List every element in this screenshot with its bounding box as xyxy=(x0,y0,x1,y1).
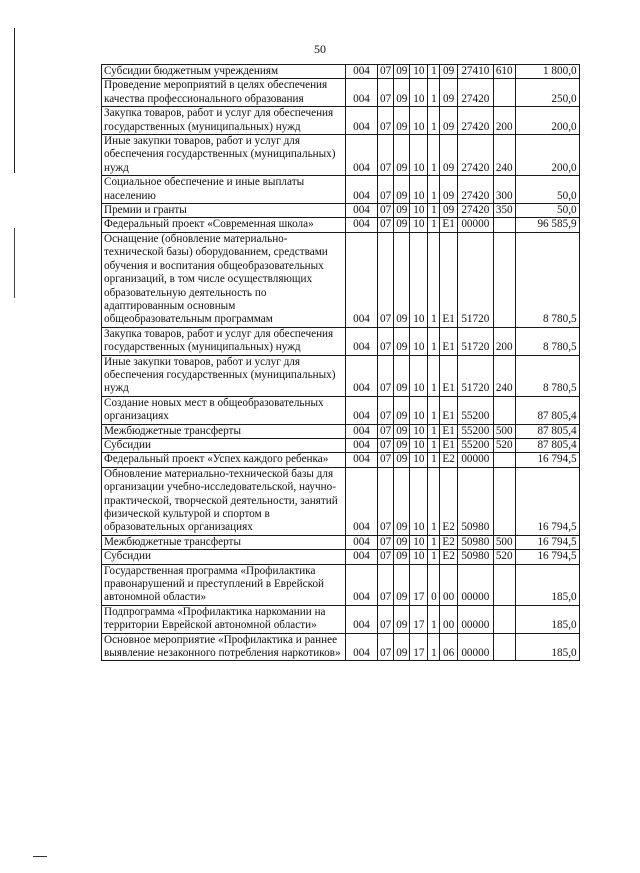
row-csr-direction: 27420 xyxy=(457,204,493,218)
row-csr-subprogram: 1 xyxy=(428,65,440,79)
row-name: Премии и гранты xyxy=(102,204,346,218)
row-rz: 07 xyxy=(378,79,394,107)
row-csr-event: E2 xyxy=(440,535,457,549)
row-csr-subprogram: 1 xyxy=(428,135,440,176)
row-rz: 07 xyxy=(378,232,394,327)
row-rz: 07 xyxy=(378,135,394,176)
row-vr: 240 xyxy=(493,135,515,176)
row-csr-event: E1 xyxy=(440,355,457,396)
row-ved: 004 xyxy=(346,218,378,232)
row-vr: 240 xyxy=(493,355,515,396)
row-pr: 09 xyxy=(394,438,410,452)
row-vr xyxy=(493,633,515,661)
table-row xyxy=(102,564,580,605)
row-csr-event: E1 xyxy=(440,424,457,438)
row-sum: 87 805,4 xyxy=(515,396,579,424)
row-pr: 09 xyxy=(394,550,410,564)
margin-rule xyxy=(14,28,15,173)
table-row xyxy=(102,535,580,549)
page-number: 50 xyxy=(314,42,326,56)
budget-table xyxy=(101,64,580,661)
row-sum: 16 794,5 xyxy=(515,453,579,467)
row-csr-subprogram: 1 xyxy=(428,438,440,452)
row-name: Иные закупки товаров, работ и услуг для обеспечения государственных (муниципальных) нужд xyxy=(102,355,346,396)
table-row xyxy=(102,424,580,438)
row-rz: 07 xyxy=(378,204,394,218)
row-csr-subprogram: 1 xyxy=(428,176,440,204)
row-csr-event: 09 xyxy=(440,79,457,107)
row-name: Государственная программа «Профилактика правонарушений и преступлений в Еврейской автономной области» xyxy=(102,564,346,605)
row-csr-direction: 27420 xyxy=(457,79,493,107)
row-pr: 09 xyxy=(394,232,410,327)
row-pr: 09 xyxy=(394,218,410,232)
row-ved: 004 xyxy=(346,424,378,438)
row-name: Основное мероприятие «Профилактика и раннее выявление незаконного потребления наркотиков» xyxy=(102,633,346,661)
row-name: Субсидии бюджетным учреждениям xyxy=(102,65,346,79)
row-csr-direction: 55200 xyxy=(457,396,493,424)
row-csr-direction: 00000 xyxy=(457,218,493,232)
row-rz: 07 xyxy=(378,218,394,232)
row-sum: 185,0 xyxy=(515,633,579,661)
row-ved: 004 xyxy=(346,467,378,535)
row-csr-subprogram: 1 xyxy=(428,550,440,564)
row-rz: 07 xyxy=(378,65,394,79)
row-sum: 185,0 xyxy=(515,564,579,605)
row-csr-subprogram: 0 xyxy=(428,564,440,605)
row-sum: 16 794,5 xyxy=(515,535,579,549)
row-csr-event: 09 xyxy=(440,176,457,204)
row-csr-direction: 27420 xyxy=(457,176,493,204)
row-ved: 004 xyxy=(346,535,378,549)
row-vr: 350 xyxy=(493,204,515,218)
row-vr: 300 xyxy=(493,176,515,204)
row-csr-direction: 27420 xyxy=(457,107,493,135)
row-csr-direction: 00000 xyxy=(457,453,493,467)
table-row xyxy=(102,633,580,661)
table-row xyxy=(102,396,580,424)
row-vr: 520 xyxy=(493,550,515,564)
row-ved: 004 xyxy=(346,438,378,452)
row-csr-event: 09 xyxy=(440,135,457,176)
row-csr-program: 10 xyxy=(410,424,428,438)
row-vr: 200 xyxy=(493,327,515,355)
row-sum: 1 800,0 xyxy=(515,65,579,79)
row-ved: 004 xyxy=(346,107,378,135)
row-pr: 09 xyxy=(394,396,410,424)
row-csr-subprogram: 1 xyxy=(428,535,440,549)
row-rz: 07 xyxy=(378,107,394,135)
table-row xyxy=(102,65,580,79)
row-csr-direction: 51720 xyxy=(457,232,493,327)
row-name: Создание новых мест в общеобразовательных организациях xyxy=(102,396,346,424)
row-csr-program: 10 xyxy=(410,107,428,135)
row-ved: 004 xyxy=(346,605,378,633)
row-csr-program: 10 xyxy=(410,327,428,355)
row-csr-subprogram: 1 xyxy=(428,327,440,355)
row-name: Обновление материально-технической базы для организации учебно-исследовательской, научно-практической, творческой деятельности, занятий физической культурой и спортом в образовательных организациях xyxy=(102,467,346,535)
table-row xyxy=(102,438,580,452)
row-rz: 07 xyxy=(378,535,394,549)
row-csr-event: E1 xyxy=(440,438,457,452)
row-rz: 07 xyxy=(378,564,394,605)
row-name: Федеральный проект «Современная школа» xyxy=(102,218,346,232)
row-csr-program: 10 xyxy=(410,135,428,176)
row-csr-subprogram: 1 xyxy=(428,204,440,218)
row-name: Подпрограмма «Профилактика наркомании на территории Еврейской автономной области» xyxy=(102,605,346,633)
row-vr xyxy=(493,453,515,467)
row-csr-subprogram: 1 xyxy=(428,467,440,535)
table-row xyxy=(102,135,580,176)
row-csr-subprogram: 1 xyxy=(428,633,440,661)
row-csr-event: 09 xyxy=(440,65,457,79)
row-name: Межбюджетные трансферты xyxy=(102,424,346,438)
table-row xyxy=(102,232,580,327)
row-csr-subprogram: 1 xyxy=(428,355,440,396)
row-sum: 50,0 xyxy=(515,204,579,218)
row-csr-subprogram: 1 xyxy=(428,424,440,438)
row-csr-subprogram: 1 xyxy=(428,605,440,633)
row-rz: 07 xyxy=(378,453,394,467)
row-sum: 87 805,4 xyxy=(515,424,579,438)
row-vr xyxy=(493,564,515,605)
row-csr-direction: 55200 xyxy=(457,424,493,438)
row-ved: 004 xyxy=(346,79,378,107)
row-pr: 09 xyxy=(394,633,410,661)
row-csr-event: E2 xyxy=(440,453,457,467)
row-ved: 004 xyxy=(346,232,378,327)
row-csr-program: 17 xyxy=(410,633,428,661)
budget-rows xyxy=(102,65,580,661)
row-pr: 09 xyxy=(394,355,410,396)
row-sum: 96 585,9 xyxy=(515,218,579,232)
row-ved: 004 xyxy=(346,355,378,396)
row-pr: 09 xyxy=(394,204,410,218)
row-vr xyxy=(493,79,515,107)
row-csr-program: 10 xyxy=(410,65,428,79)
row-csr-program: 10 xyxy=(410,204,428,218)
row-csr-program: 10 xyxy=(410,218,428,232)
row-vr: 610 xyxy=(493,65,515,79)
table-row xyxy=(102,327,580,355)
row-pr: 09 xyxy=(394,176,410,204)
row-csr-subprogram: 1 xyxy=(428,232,440,327)
row-csr-event: 06 xyxy=(440,633,457,661)
row-csr-subprogram: 1 xyxy=(428,453,440,467)
row-csr-program: 17 xyxy=(410,605,428,633)
row-pr: 09 xyxy=(394,327,410,355)
row-csr-direction: 50980 xyxy=(457,550,493,564)
row-name: Субсидии xyxy=(102,550,346,564)
table-row xyxy=(102,218,580,232)
row-rz: 07 xyxy=(378,355,394,396)
row-pr: 09 xyxy=(394,605,410,633)
row-csr-direction: 51720 xyxy=(457,327,493,355)
row-ved: 004 xyxy=(346,65,378,79)
row-csr-event: E1 xyxy=(440,327,457,355)
row-ved: 004 xyxy=(346,396,378,424)
row-ved: 004 xyxy=(346,327,378,355)
row-csr-program: 10 xyxy=(410,453,428,467)
row-ved: 004 xyxy=(346,453,378,467)
row-csr-program: 10 xyxy=(410,79,428,107)
row-csr-event: 00 xyxy=(440,564,457,605)
table-row xyxy=(102,204,580,218)
row-name: Межбюджетные трансферты xyxy=(102,535,346,549)
row-pr: 09 xyxy=(394,535,410,549)
table-row xyxy=(102,107,580,135)
row-csr-direction: 50980 xyxy=(457,535,493,549)
row-csr-event: 09 xyxy=(440,204,457,218)
row-csr-direction: 00000 xyxy=(457,633,493,661)
row-csr-program: 10 xyxy=(410,535,428,549)
row-rz: 07 xyxy=(378,438,394,452)
row-vr: 500 xyxy=(493,424,515,438)
row-csr-direction: 51720 xyxy=(457,355,493,396)
row-csr-program: 10 xyxy=(410,467,428,535)
row-name: Иные закупки товаров, работ и услуг для обеспечения государственных (муниципальных) нужд xyxy=(102,135,346,176)
row-sum: 8 780,5 xyxy=(515,355,579,396)
row-name: Оснащение (обновление материально-технической базы) оборудованием, средствами обучения и воспитания общеобразовательных организаций, в том числе осуществляющих образовательную деятельность по адаптированным основным общеобразовательным программам xyxy=(102,232,346,327)
row-rz: 07 xyxy=(378,396,394,424)
margin-rule-lower xyxy=(14,228,15,298)
row-sum: 50,0 xyxy=(515,176,579,204)
row-csr-subprogram: 1 xyxy=(428,107,440,135)
row-csr-event: E1 xyxy=(440,218,457,232)
row-vr: 520 xyxy=(493,438,515,452)
row-name: Закупка товаров, работ и услуг для обеспечения государственных (муниципальных) нужд xyxy=(102,327,346,355)
row-sum: 16 794,5 xyxy=(515,550,579,564)
row-csr-program: 10 xyxy=(410,550,428,564)
row-csr-direction: 00000 xyxy=(457,605,493,633)
row-sum: 8 780,5 xyxy=(515,327,579,355)
row-csr-program: 10 xyxy=(410,176,428,204)
row-pr: 09 xyxy=(394,79,410,107)
row-pr: 09 xyxy=(394,65,410,79)
row-rz: 07 xyxy=(378,467,394,535)
row-csr-event: E2 xyxy=(440,467,457,535)
row-csr-subprogram: 1 xyxy=(428,218,440,232)
table-row xyxy=(102,550,580,564)
row-csr-event: E1 xyxy=(440,232,457,327)
row-csr-subprogram: 1 xyxy=(428,79,440,107)
row-pr: 09 xyxy=(394,453,410,467)
footer-mark xyxy=(33,856,47,857)
row-ved: 004 xyxy=(346,135,378,176)
row-csr-program: 10 xyxy=(410,232,428,327)
row-pr: 09 xyxy=(394,107,410,135)
row-csr-direction: 27420 xyxy=(457,135,493,176)
row-name: Субсидии xyxy=(102,438,346,452)
row-sum: 200,0 xyxy=(515,107,579,135)
row-csr-program: 10 xyxy=(410,438,428,452)
row-vr: 500 xyxy=(493,535,515,549)
row-ved: 004 xyxy=(346,176,378,204)
row-sum: 16 794,5 xyxy=(515,467,579,535)
row-vr xyxy=(493,605,515,633)
row-ved: 004 xyxy=(346,550,378,564)
row-name: Федеральный проект «Успех каждого ребенка» xyxy=(102,453,346,467)
row-sum: 250,0 xyxy=(515,79,579,107)
row-csr-program: 10 xyxy=(410,396,428,424)
row-csr-program: 10 xyxy=(410,355,428,396)
table-row xyxy=(102,605,580,633)
table-row xyxy=(102,355,580,396)
row-sum: 87 805,4 xyxy=(515,438,579,452)
table-row xyxy=(102,453,580,467)
row-rz: 07 xyxy=(378,550,394,564)
row-rz: 07 xyxy=(378,605,394,633)
table-row xyxy=(102,176,580,204)
row-vr xyxy=(493,232,515,327)
row-vr xyxy=(493,396,515,424)
row-csr-program: 17 xyxy=(410,564,428,605)
row-vr xyxy=(493,467,515,535)
row-csr-event: E2 xyxy=(440,550,457,564)
row-csr-event: E1 xyxy=(440,396,457,424)
row-name: Социальное обеспечение и иные выплаты населению xyxy=(102,176,346,204)
row-csr-direction: 55200 xyxy=(457,438,493,452)
row-name: Закупка товаров, работ и услуг для обеспечения государственных (муниципальных) нужд xyxy=(102,107,346,135)
row-ved: 004 xyxy=(346,204,378,218)
row-csr-direction: 27410 xyxy=(457,65,493,79)
row-pr: 09 xyxy=(394,467,410,535)
row-rz: 07 xyxy=(378,633,394,661)
row-rz: 07 xyxy=(378,424,394,438)
row-pr: 09 xyxy=(394,564,410,605)
row-rz: 07 xyxy=(378,327,394,355)
row-csr-event: 00 xyxy=(440,605,457,633)
row-vr: 200 xyxy=(493,107,515,135)
table-row xyxy=(102,467,580,535)
row-csr-direction: 50980 xyxy=(457,467,493,535)
row-ved: 004 xyxy=(346,633,378,661)
row-csr-subprogram: 1 xyxy=(428,396,440,424)
row-vr xyxy=(493,218,515,232)
row-rz: 07 xyxy=(378,176,394,204)
table-row xyxy=(102,79,580,107)
row-csr-event: 09 xyxy=(440,107,457,135)
row-sum: 185,0 xyxy=(515,605,579,633)
row-sum: 200,0 xyxy=(515,135,579,176)
row-ved: 004 xyxy=(346,564,378,605)
row-sum: 8 780,5 xyxy=(515,232,579,327)
row-name: Проведение мероприятий в целях обеспечения качества профессионального образования xyxy=(102,79,346,107)
row-pr: 09 xyxy=(394,135,410,176)
row-csr-direction: 00000 xyxy=(457,564,493,605)
row-pr: 09 xyxy=(394,424,410,438)
